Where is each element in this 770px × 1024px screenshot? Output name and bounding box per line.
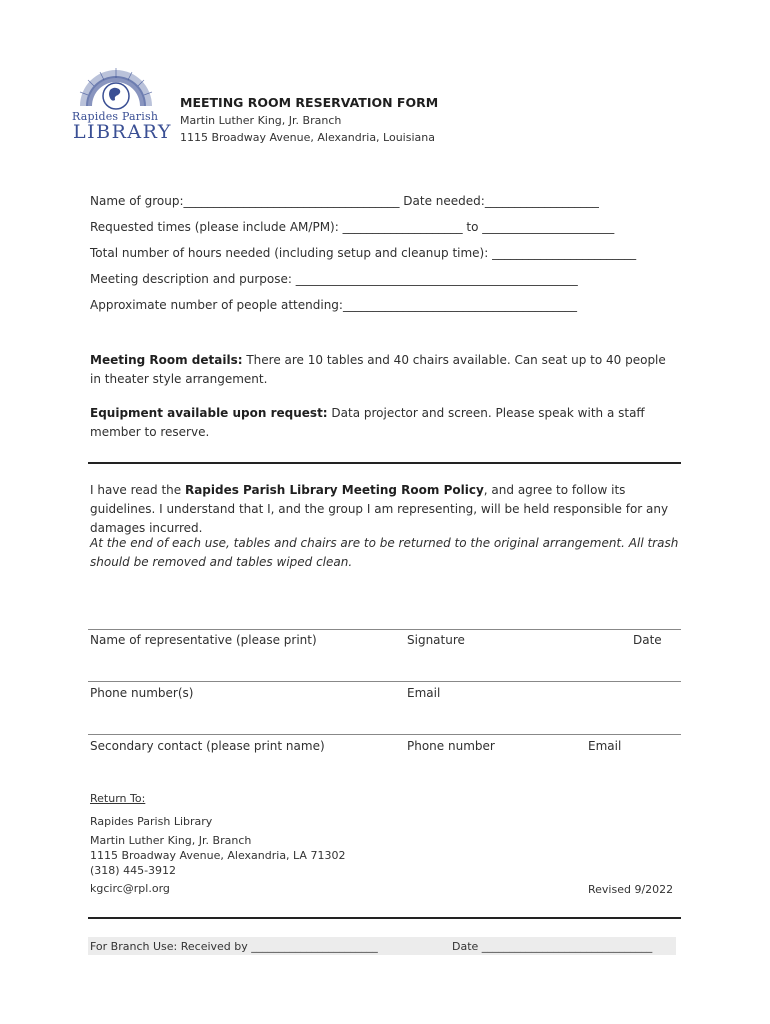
room-details-label: Meeting Room details: xyxy=(90,353,243,367)
hours-field[interactable]: Total number of hours needed (including setup and cleanup time): ________________________ xyxy=(90,246,637,260)
logo-line1: Rapides Parish xyxy=(72,110,159,123)
return-branch: Martin Luther King, Jr. Branch xyxy=(90,834,252,847)
description-field[interactable]: Meeting description and purpose: _______________________________________________ xyxy=(90,272,578,286)
revised-date: Revised 9/2022 xyxy=(588,883,674,896)
attending-field[interactable]: Approximate number of people attending:_______________________________________ xyxy=(90,298,577,312)
return-to-label: Return To: xyxy=(90,792,146,805)
row-divider xyxy=(88,734,681,735)
signature-label: Signature xyxy=(407,633,465,647)
date-label: Date xyxy=(633,633,662,647)
room-details-text: There are 10 tables and 40 chairs available. Can seat up to 40 people in theater style arrangement. xyxy=(90,353,666,386)
branch-address: 1115 Broadway Avenue, Alexandria, Louisiana xyxy=(180,131,435,144)
section-divider xyxy=(88,462,681,464)
group-field[interactable]: Name of group:____________________________________ Date needed:___________________ xyxy=(90,194,599,208)
equipment-details xyxy=(90,404,680,442)
policy-name: Rapides Parish Library Meeting Room Policy xyxy=(184,483,484,497)
secondary-phone-label: Phone number xyxy=(407,739,495,753)
secondary-email-label: Email xyxy=(588,739,622,753)
branch-use-date[interactable]: Date _______________________________ xyxy=(452,940,653,953)
policy-statement xyxy=(90,481,682,538)
times-field[interactable]: Requested times (please include AM/PM): ____________________ to ______________________ xyxy=(90,220,615,234)
return-street: 1115 Broadway Avenue, Alexandria, LA 71302 xyxy=(90,849,346,862)
policy-post: , and agree to follow its guidelines. I understand that I, and the group I am representing, will be held responsible for any damages incurred. xyxy=(90,483,669,535)
phone-label: Phone number(s) xyxy=(90,686,194,700)
footer-divider xyxy=(88,917,681,919)
email-label: Email xyxy=(407,686,441,700)
logo-line2: LIBRARY xyxy=(73,121,172,143)
return-email: kgcirc@rpl.org xyxy=(90,882,170,895)
cleanup-note: At the end of each use, tables and chairs are to be returned to the original arrangement. All trash should be removed and tables wiped clean. xyxy=(90,536,679,569)
row-divider xyxy=(88,681,681,682)
secondary-contact-label: Secondary contact (please print name) xyxy=(90,739,325,753)
equipment-text: Data projector and screen. Please speak with a staff member to reserve. xyxy=(90,406,645,439)
room-details xyxy=(90,351,680,389)
branch-name: Martin Luther King, Jr. Branch xyxy=(180,114,342,127)
return-org: Rapides Parish Library xyxy=(90,815,213,828)
equipment-label: Equipment available upon request: xyxy=(90,406,328,420)
row-divider xyxy=(88,629,681,630)
form-title: MEETING ROOM RESERVATION FORM xyxy=(180,95,439,110)
branch-use-received[interactable]: For Branch Use: Received by _______________________ xyxy=(90,940,378,953)
return-phone: (318) 445-3912 xyxy=(90,864,177,877)
policy-pre: I have read the xyxy=(90,483,185,497)
rep-name-label: Name of representative (please print) xyxy=(90,633,317,647)
